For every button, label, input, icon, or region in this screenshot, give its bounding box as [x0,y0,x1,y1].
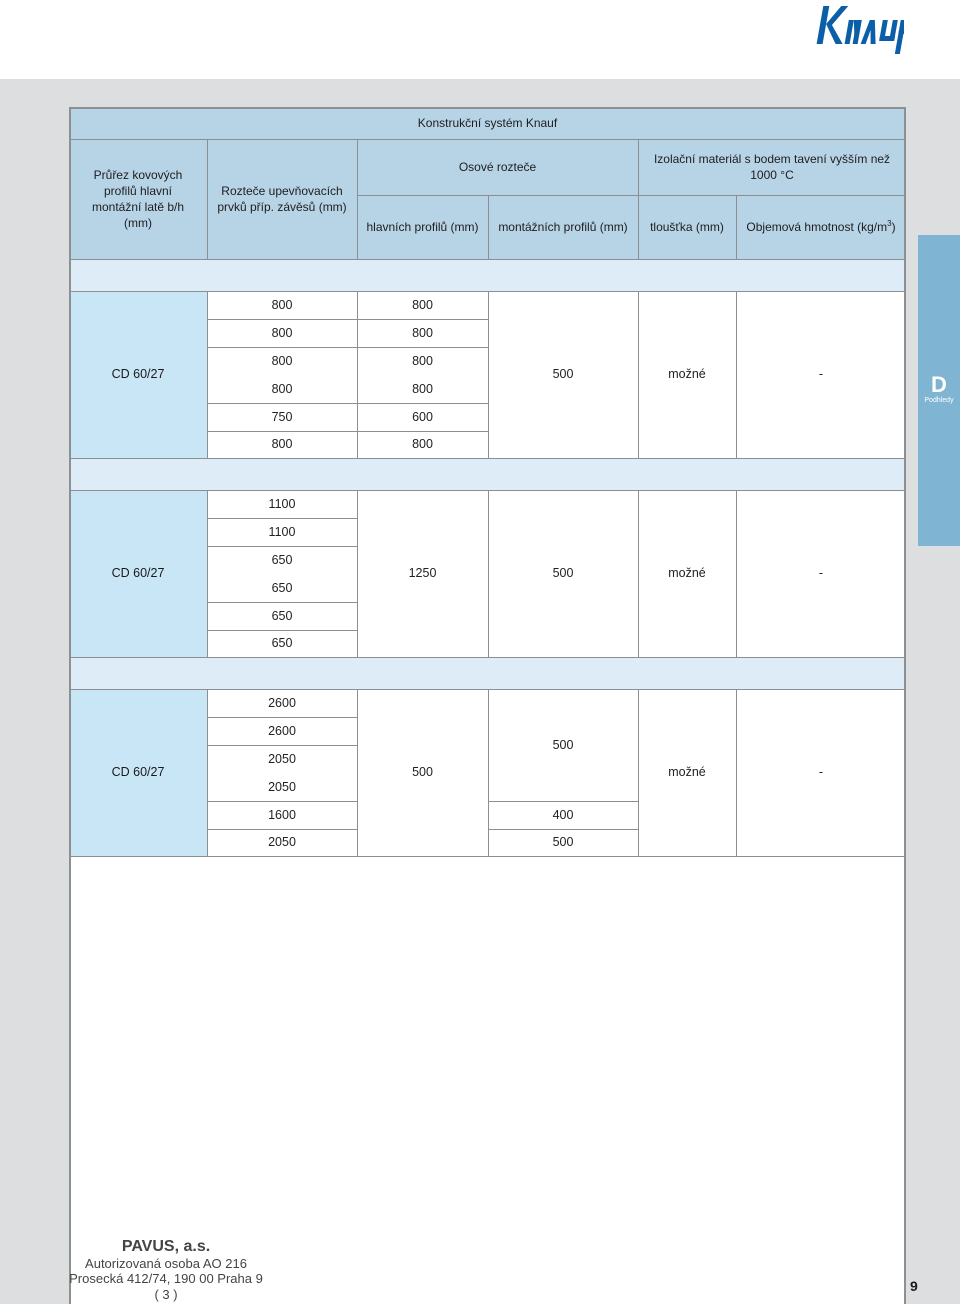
header-fastener-spacing: Rozteče upevňovacích prvků příp. závěsů (mm) [207,139,357,259]
table-cell: 2600 [207,689,357,717]
grid-line [207,745,357,746]
table-cell: 400 [488,801,638,829]
grid-line [736,291,737,458]
grid-line [488,829,638,830]
table-cell: 650 [207,630,357,657]
table-cell: 800 [357,291,488,319]
header-main-profiles: hlavních profilů (mm) [357,195,488,259]
table-cell: 800 [357,319,488,347]
table-cell: 1250 [357,490,488,657]
grid-line [207,319,488,320]
grid-line [736,689,737,856]
header-insulation: Izolační materiál s bodem tavení vyšším než 1000 °C [638,139,906,195]
stamp-address: Prosecká 412/74, 190 00 Praha 9 [69,1271,263,1287]
grid-line [207,403,488,404]
table-cell: 600 [357,403,488,431]
header-system: Konstrukční systém Knauf [69,107,906,139]
grid-line [357,689,358,856]
table-cell: 650 [207,574,357,602]
grid-line [69,259,906,260]
table-cell: 750 [207,403,357,431]
stamp-sheet-ref: ( 3 ) [154,1286,178,1302]
grid-line [638,139,639,259]
table-cell: 800 [207,347,357,375]
grid-line [207,490,208,657]
page-number: 9 [910,1278,918,1294]
grid-line [207,291,208,458]
grid-line [207,630,357,631]
header-axial-spacing: Osové rozteče [357,139,638,195]
grid-line [488,689,489,856]
grid-line [207,717,357,718]
table-cell: 650 [207,546,357,574]
stamp-company: PAVUS, a.s. [121,1238,211,1255]
grid-line [488,801,638,802]
grid-line [207,431,488,432]
grid-line [207,829,357,830]
grid-line [69,139,906,140]
grid-line [638,689,639,856]
table-cell: 800 [207,375,357,403]
table-cell: 500 [488,829,638,856]
section-tab-letter: D [931,372,947,397]
grid-line [736,195,737,259]
profile-cell: CD 60/27 [69,490,207,657]
table-cell: 2050 [207,829,357,856]
grid-line [207,602,357,603]
grid-line [207,347,488,348]
table-cell: 800 [357,431,488,458]
grid-line [207,546,357,547]
grid-line [69,657,906,658]
grid-line [69,458,906,459]
grid-line [357,490,358,657]
grid-line [357,291,358,458]
section-band-2 [69,458,906,490]
grid-line [488,291,489,458]
table-cell: možné [638,689,736,856]
table-cell: 800 [357,375,488,403]
grid-line [207,689,208,856]
table-cell: - [736,689,906,856]
header-mounting-profiles: montážních profilů (mm) [488,195,638,259]
table-cell: 800 [207,319,357,347]
grid-line [638,291,639,458]
table-cell: 500 [488,689,638,801]
grid-line [69,856,906,857]
table-cell: 1100 [207,490,357,518]
grid-line [488,195,489,259]
table-cell: 500 [488,490,638,657]
table-cell: 1600 [207,801,357,829]
grid-line [207,518,357,519]
table-cell: 500 [357,689,488,856]
header-thickness: tloušťka (mm) [638,195,736,259]
section-tab[interactable] [918,235,960,546]
stamp-authorization: Autorizovaná osoba AO 216 [85,1255,247,1271]
grid-line [357,195,906,196]
table-cell: 800 [357,347,488,375]
header-profile-section: Průřez kovových profilů hlavní montážní latě b/h (mm) [69,139,207,259]
table-cell: 2050 [207,773,357,801]
grid-line [488,490,489,657]
profile-cell: CD 60/27 [69,291,207,458]
grid-line [736,490,737,657]
section-band-3 [69,657,906,689]
table-cell: 650 [207,602,357,630]
grid-line [207,801,357,802]
knauf-logo [812,2,904,58]
table-cell: 800 [207,291,357,319]
table-cell: 2050 [207,745,357,773]
section-tab-label: Podhledy [924,397,954,404]
profile-cell: CD 60/27 [69,689,207,856]
certification-stamp [66,1238,266,1302]
header-density: Objemová hmotnost $(kg/m^3)$ [736,195,906,259]
table-cell: 800 [207,431,357,458]
table-cell: 2600 [207,717,357,745]
table-cell: 1100 [207,518,357,546]
table-cell: - [736,490,906,657]
section-band-1 [69,259,906,291]
grid-line [207,139,208,259]
table-cell: možné [638,291,736,458]
table-cell: možné [638,490,736,657]
table-cell: - [736,291,906,458]
grid-line [357,139,358,259]
table-cell: 500 [488,291,638,458]
grid-line [638,490,639,657]
